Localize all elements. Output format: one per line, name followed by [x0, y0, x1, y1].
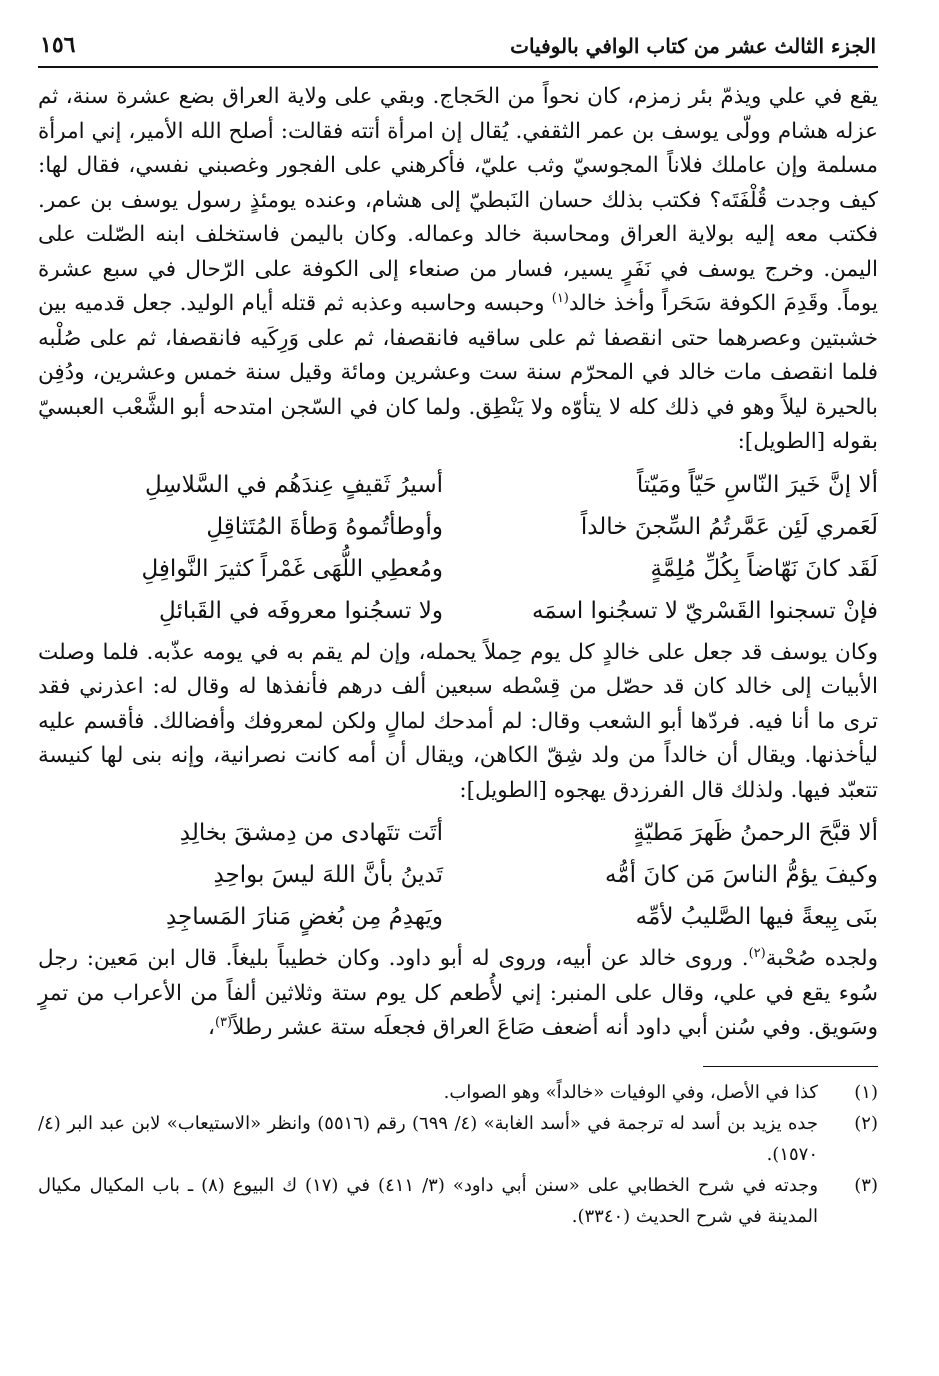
paragraph-1 — [38, 80, 878, 460]
footnote-separator — [703, 1066, 878, 1067]
verse — [38, 464, 878, 506]
verse-second-hemistich: ولا تسجُنوا معروفَه في القَبائلِ — [159, 597, 443, 624]
paragraph-1-text-a: يقع في علي ويذمّ بئر زمزم، كان نحواً من الحَجاج. وبقي على ولاية العراق بضع عشرة سنة، ثم عزله هشام وولّى يوسف بن عمر الثقفي. يُقال إن امرأة أتته فقالت: أصلح الله الأمير، إني امرأة مسلمة وإن عاملك فلاناً المجوسيّ وثب عليّ، فأكرهني على الفجور وغصبني نفسي، فقال لها: كيف وجدت قُلْفَتَه؟ فكتب بذلك حسان النَبطيّ إلى هشام، وعنده يومئذٍ رسول يوسف بن عمر. فكتب معه إليه بولاية العراق ومحاسبة خالد وعماله. وكان باليمن فاستخلف ابنه الصّلت على اليمن. وخرج يوسف في نَفَرٍ يسير، فسار من صنعاء إلى الكوفة على الرّحال في سبع عشرة يوماً. وقَدِمَ الكوفة سَحَراً وأخذ خالد — [38, 84, 878, 316]
verse-second-hemistich: وأوطأتُموهُ وَطأةَ المُتَثاقِلِ — [206, 513, 443, 540]
footnote-number: (٣) — [854, 1174, 878, 1196]
book-page — [38, 30, 878, 1232]
verse-second-hemistich: أتَت تتَهادى من دِمشقَ بخالِدِ — [179, 820, 443, 846]
footnote-item — [38, 1170, 878, 1232]
footnote-item — [38, 1108, 878, 1170]
poem-1 — [38, 464, 878, 632]
verse-second-hemistich: أسيرُ ثَقيفٍ عِندَهُم في السَّلاسِلِ — [145, 471, 443, 498]
verse — [38, 854, 878, 896]
verse-second-hemistich: تَدينُ بأنَّ اللهَ ليسَ بواحِدِ — [213, 862, 443, 888]
page-number: ١٥٦ — [40, 32, 76, 58]
verse-second-hemistich: ومُعطِي اللُّهَى غَمْراً كثيرَ النَّوافِلِ — [141, 555, 443, 582]
footnote-ref-3[interactable]: (٣) — [214, 1014, 233, 1030]
paragraph-3-text-c: ، — [208, 1015, 215, 1040]
verse-first-hemistich: فإنْ تسجنوا القَسْريّ لا تسجُنوا اسمَه — [531, 597, 878, 624]
verse — [38, 896, 878, 938]
footnote-number: (١) — [854, 1081, 878, 1103]
footnote-item — [38, 1077, 878, 1108]
verse-first-hemistich: بنَى بِيعةً فيها الصَّليبُ لأمِّه — [635, 904, 878, 930]
running-head: الجزء الثالث عشر من كتاب الوافي بالوفيات — [510, 34, 876, 58]
verse-first-hemistich: وكيفَ يؤمُّ الناسَ مَن كانَ أمُّه — [604, 862, 878, 888]
footnote-text: جده يزيد بن أسد له ترجمة في «أسد الغابة» (٤/ ٦٩٩) رقم (٥٥١٦) وانظر «الاستيعاب» لابن عبد البر (٤/ ١٥٧٠). — [38, 1112, 819, 1165]
footnote-text: وجدته في شرح الخطابي على «سنن أبي داود» (٣/ ٤١١) في (١٧) ك البيوع (٨) ـ باب المكيال مكيال المدينة في شرح الحديث (٣٣٤٠). — [38, 1174, 819, 1227]
verse — [38, 548, 878, 590]
paragraph-2: وكان يوسف قد جعل على خالدٍ كل يوم حِملاً يحمله، وإن لم يقم به في يومه عذّبه. فلما وصلت الأبيات إلى خالد كان قد حصّل من قِسْطه سبعين ألف درهم فأنفذها له وقال له: اعذرني فقد ترى ما أنا فيه. فردّها أبو الشعب وقال: لم أمدحك لمالٍ ولكن لمعروفك وأفضالك. فأقسم عليه ليأخذنها. ويقال أن خالداً من ولد شِقّ الكاهن، ويقال أن أمه كانت نصرانية، وإنه بنى لها كنيسة تتعبّد فيها. ولذلك قال الفرزدق يهجوه [الطويل]: — [38, 639, 878, 803]
verse — [38, 506, 878, 548]
paragraph-3 — [38, 942, 878, 1046]
footnote-ref-2[interactable]: (٢) — [748, 945, 766, 961]
footnotes — [38, 1077, 878, 1232]
footnote-text: كذا في الأصل، وفي الوفيات «خالداً» وهو الصواب. — [443, 1081, 818, 1103]
poem-2 — [38, 812, 878, 938]
verse — [38, 812, 878, 854]
verse-first-hemistich: ألا إنَّ خَيرَ النّاسِ حَيّاً ومَيّتاً — [636, 471, 878, 498]
verse-first-hemistich: لَقَد كانَ نَهّاضاً بِكُلِّ مُلِمَّةٍ — [650, 555, 878, 582]
footnote-number: (٢) — [854, 1112, 878, 1134]
verse — [38, 590, 878, 632]
footnote-ref-1[interactable]: (١) — [551, 290, 569, 306]
verse-first-hemistich: لَعَمري لَئِن عَمَّرتُمُ السِّجنَ خالداً — [580, 513, 878, 540]
page-header — [38, 30, 878, 68]
paragraph-3-text-a: ولجده صُحْبة — [765, 946, 878, 971]
verse-first-hemistich: ألا قبَّحَ الرحمنُ ظَهرَ مَطيّةٍ — [633, 820, 878, 846]
paragraph-3-text-b: . وروى خالد عن أبيه، وروى له أبو داود. وكان خطيباً بليغاً. قال ابن مَعين: رجل سُوء يقع في علي، وقال على المنبر: إني لأُطعم كل يوم ستة وثلاثين ألفاً من الأعراب من تمرٍ وسَويق. وفي سُنن أبي داود أنه أضعف صَاعَ العراق فجعلَه ستة عشر رطلاً — [38, 946, 878, 1040]
verse-second-hemistich: ويَهدِمُ مِن بُغضٍ مَنارَ المَساجِدِ — [165, 904, 443, 930]
paragraph-1-text-b: وحبسه وحاسبه وعذبه ثم قتله أيام الوليد. جعل قدميه بين خشبتين وعصرهما حتى انقصفا ثم على ساقيه فانقصفا، ثم على وَرِكَيه فانقصفا، ثم على صُلْبه فلما انقصف مات خالد في المحرّم سنة ست وعشرين ومائة وقيل سنة خمس وعشرين، ودُفِن بالحيرة ليلاً وهو في ذلك كله لا يتأوّه ولا يَنْطِق. ولما كان في السّجن امتدحه أبو الشَّعْب العبسيّ بقوله [الطويل]: — [38, 291, 878, 454]
